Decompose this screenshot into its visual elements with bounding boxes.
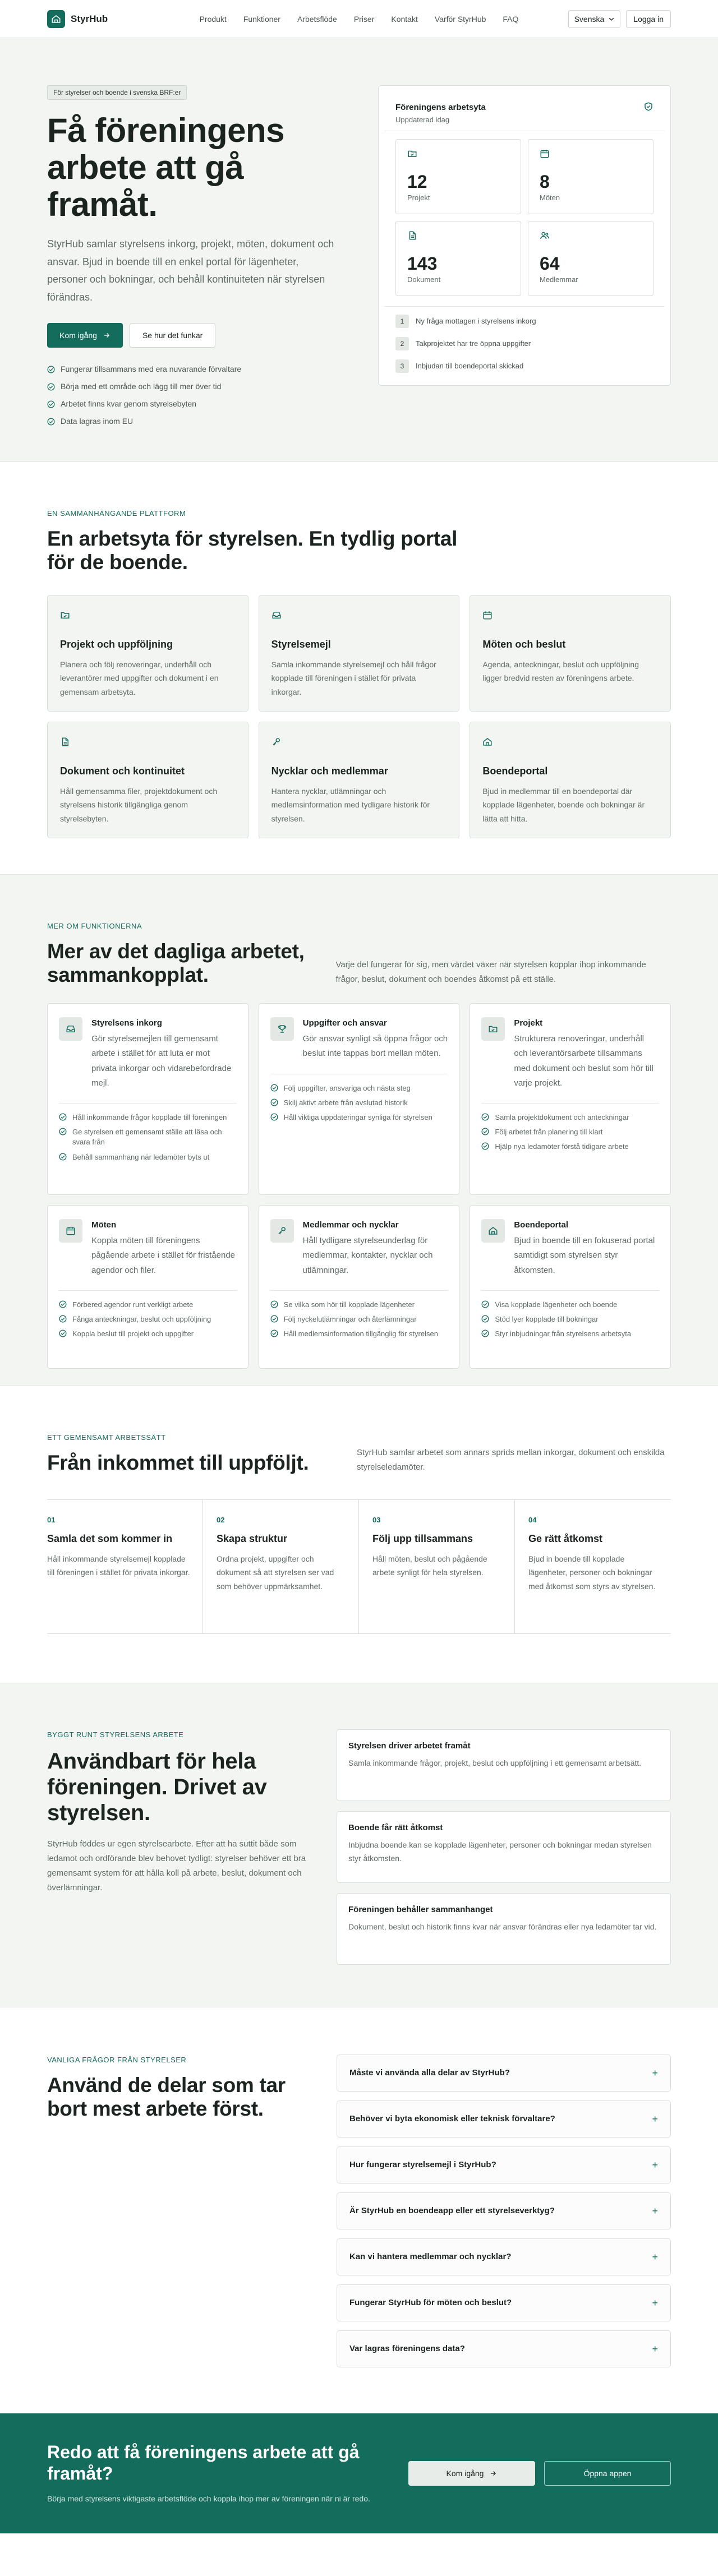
- list-text: Styr inbjudningar från styrelsens arbetsyta: [495, 1329, 632, 1338]
- list-text: Behåll sammanhang när ledamöter byts ut: [72, 1152, 210, 1161]
- card-title: Föreningen behåller sammanhanget: [348, 1905, 493, 1914]
- shield-check-icon: [643, 101, 653, 112]
- check-circle-icon: [481, 1300, 489, 1310]
- check-circle-icon: [59, 1152, 67, 1162]
- chevron-down-icon: [609, 16, 614, 22]
- home-icon: [47, 10, 65, 28]
- stat-card-members[interactable]: [528, 221, 653, 296]
- nav-link-funktioner[interactable]: Funktioner: [243, 14, 280, 24]
- value-card: [337, 1811, 671, 1883]
- check-circle-icon: [59, 1127, 67, 1147]
- hero-title: Få föreningens arbete att gå framåt.: [47, 112, 285, 223]
- key-icon: [270, 1219, 294, 1243]
- process-step: [515, 1500, 671, 1633]
- nav-link-arbetsflode[interactable]: Arbetsflöde: [297, 14, 337, 24]
- card-desc: Agenda, anteckningar, beslut och uppföljning ligger bredvid resten av föreningens arbete.: [482, 659, 639, 683]
- check-circle-icon: [481, 1314, 489, 1324]
- card-desc: Samla inkommande styrelsemejl och håll frågor kopplade till föreningen i stället för privata inkorgar.: [271, 659, 436, 696]
- card-title: Uppgifter och ansvar: [302, 1018, 387, 1028]
- card-title: Nycklar och medlemmar: [271, 765, 388, 777]
- list-text: Stöd lyer kopplade till bokningar: [495, 1315, 599, 1324]
- list-item[interactable]: [395, 315, 653, 328]
- feature-card: [470, 1003, 671, 1195]
- check-circle-icon: [270, 1314, 278, 1324]
- card-title: Möten och beslut: [482, 638, 566, 650]
- check-circle-icon: [270, 1300, 278, 1310]
- check-circle-icon: [270, 1329, 278, 1339]
- platform-section: [0, 462, 718, 875]
- list-item: [47, 363, 339, 375]
- open-app-button[interactable]: Öppna appen: [544, 2461, 671, 2486]
- step-title: Samla det som kommer in: [47, 1532, 173, 1544]
- check-circle-icon: [270, 1112, 278, 1123]
- card-title: Projekt: [514, 1018, 543, 1028]
- activity-list: [384, 307, 665, 381]
- faq-item[interactable]: [337, 2238, 671, 2275]
- activity-text: Inbjudan till boendeportal skickad: [416, 362, 524, 371]
- platform-card: [470, 722, 671, 838]
- check-circle-icon: [59, 1112, 67, 1123]
- number-badge: 1: [395, 315, 409, 328]
- list-item: [47, 381, 339, 393]
- list-text: Håll inkommande frågor kopplade till föreningen: [72, 1113, 227, 1122]
- step-number: 01: [47, 1516, 56, 1525]
- list-text: Koppla beslut till projekt och uppgifter: [72, 1329, 194, 1338]
- list-text: Håll viktiga uppdateringar synliga för styrelsen: [283, 1112, 432, 1121]
- section-title: Användbart för hela föreningen. Drivet av styrelsen.: [47, 1748, 267, 1825]
- faq-question: Måste vi använda alla delar av StyrHub?: [349, 2067, 510, 2078]
- plus-icon: +: [652, 2343, 658, 2355]
- list-item: [59, 1127, 237, 1147]
- inbox-icon: [59, 1017, 82, 1041]
- list-item: [59, 1112, 237, 1123]
- section-eyebrow: EN SAMMANHÄNGANDE PLATTFORM: [47, 509, 186, 518]
- list-item: [47, 398, 339, 410]
- list-item: [59, 1300, 237, 1310]
- check-circle-icon: [481, 1127, 489, 1137]
- document-icon: [407, 230, 509, 241]
- step-title: Ge rätt åtkomst: [528, 1532, 603, 1544]
- list-item: [481, 1329, 659, 1339]
- list-item: [481, 1112, 659, 1123]
- list-item[interactable]: [395, 359, 653, 373]
- key-icon: [271, 737, 447, 747]
- document-icon: [60, 737, 236, 747]
- faq-item[interactable]: [337, 2284, 671, 2321]
- section-lead: StyrHub samlar arbetet som annars sprids mellan inkorgar, dokument och enskilda styrelseledamöter.: [357, 1447, 665, 1472]
- section-eyebrow: BYGGT RUNT STYRELSENS ARBETE: [47, 1730, 184, 1739]
- stat-label: Medlemmar: [540, 275, 578, 284]
- card-desc: Gör styrelsemejlen till gemensamt arbete i stället för att luta er mot privata inkorgar och vidarebefordrade mejl.: [91, 1034, 232, 1088]
- check-circle-icon: [481, 1142, 489, 1152]
- folder-icon: [481, 1017, 505, 1041]
- faq-question: Är StyrHub en boendeapp eller ett styrelseverktyg?: [349, 2205, 555, 2215]
- check-circle-icon: [59, 1300, 67, 1310]
- panel-title: Föreningens arbetsyta: [395, 103, 486, 112]
- list-text: Följ uppgifter, ansvariga och nästa steg: [283, 1083, 411, 1092]
- language-value: Svenska: [574, 14, 605, 24]
- stat-card-meetings[interactable]: [528, 139, 653, 214]
- check-text: Fungerar tillsammans med era nuvarande förvaltare: [61, 364, 242, 373]
- stat-label: Projekt: [407, 193, 430, 202]
- cta-primary-label: Kom igång: [446, 2468, 484, 2478]
- inbox-icon: [271, 610, 447, 620]
- check-text: Börja med ett område och lägg till mer över tid: [61, 382, 222, 391]
- stat-label: Möten: [540, 193, 560, 202]
- faq-question: Fungerar StyrHub för möten och beslut?: [349, 2297, 512, 2307]
- hero-pill: För styrelser och boende i svenska BRF:er: [47, 85, 187, 100]
- faq-item[interactable]: [337, 2055, 671, 2092]
- check-text: Data lagras inom EU: [61, 417, 134, 426]
- login-button[interactable]: Logga in: [626, 10, 671, 28]
- stat-value: 12: [407, 172, 427, 192]
- card-title: Boendeportal: [482, 765, 548, 777]
- card-desc: Hantera nycklar, utlämningar och medlemsinformation med tydligare historik för styrelsen.: [271, 786, 430, 823]
- process-step: [203, 1500, 359, 1633]
- faq-question: Behöver vi byta ekonomisk eller teknisk förvaltare?: [349, 2113, 555, 2123]
- nav-links: [176, 13, 542, 25]
- list-item: [270, 1329, 448, 1339]
- feature-card: [47, 1205, 248, 1369]
- step-number: 02: [217, 1516, 225, 1525]
- list-item: [481, 1142, 659, 1152]
- card-desc: Håll tydligare styrelseunderlag för medlemmar, kontakter, nycklar och utlämningar.: [302, 1236, 433, 1275]
- plus-icon: +: [652, 2113, 658, 2125]
- number-badge: 3: [395, 359, 409, 373]
- number-badge: 2: [395, 337, 409, 350]
- card-title: Möten: [91, 1220, 117, 1230]
- list-text: Visa kopplade lägenheter och boende: [495, 1300, 618, 1309]
- platform-card: [470, 595, 671, 712]
- card-desc: Planera och följ renoveringar, underhåll och leverantörer med uppgifter och dokument i en gemensam arbetsyta.: [60, 659, 219, 696]
- arrow-right-icon: [103, 331, 111, 339]
- card-title: Boendeportal: [514, 1220, 569, 1230]
- check-circle-icon: [270, 1098, 278, 1108]
- list-text: Förbered agendor runt verkligt arbete: [72, 1300, 194, 1309]
- list-item: [47, 416, 339, 427]
- list-item: [481, 1314, 659, 1324]
- workspace-panel: [378, 85, 671, 386]
- step-number: 04: [528, 1516, 537, 1525]
- nav-link-faq[interactable]: FAQ: [503, 14, 519, 24]
- card-desc: Håll gemensamma filer, projektdokument och styrelsens historik tillgängliga genom styrelsebyten.: [60, 786, 218, 823]
- check-circle-icon: [47, 383, 55, 391]
- home-icon: [481, 1219, 505, 1243]
- card-desc: Gör ansvar synligt så öppna frågor och beslut inte tappas bort mellan möten.: [302, 1034, 448, 1059]
- cta-desc: Börja med styrelsens viktigaste arbetsflöde och koppla ihop mer av föreningen när ni är redo.: [47, 2494, 370, 2503]
- users-icon: [540, 230, 642, 241]
- nav-link-priser[interactable]: Priser: [353, 14, 375, 24]
- check-circle-icon: [47, 366, 55, 373]
- card-title: Medlemmar och nycklar: [302, 1220, 399, 1230]
- faq-question: Var lagras föreningens data?: [349, 2343, 465, 2353]
- see-how-button[interactable]: Se hur det funkar: [130, 323, 215, 348]
- platform-card: [47, 595, 248, 712]
- platform-card: [259, 722, 460, 838]
- section-title: Mer av det dagliga arbetet, sammankopplat.: [47, 939, 305, 987]
- list-text: Se vilka som hör till kopplade lägenheter: [283, 1300, 415, 1309]
- card-desc: Bjud in medlemmar till en boendeportal där kopplade lägenheter, boende och bokningar är lätta att hitta.: [482, 786, 645, 823]
- feature-card: [47, 1003, 248, 1195]
- list-item: [481, 1300, 659, 1310]
- faq-section: [0, 2007, 718, 2413]
- faq-item[interactable]: [337, 2146, 671, 2183]
- language-select[interactable]: [568, 10, 621, 28]
- list-text: Håll medlemsinformation tillgänglig för styrelsen: [283, 1329, 438, 1338]
- cta-title: Redo att få föreningens arbete att gå framåt?: [47, 2442, 360, 2484]
- process-step: [359, 1500, 515, 1633]
- card-desc: Inbjudna boende kan se kopplade lägenheter, personer och bokningar medan styrelsen styr åtkomsten.: [348, 1840, 652, 1863]
- section-eyebrow: ETT GEMENSAMT ARBETSSÄTT: [47, 1433, 166, 1442]
- list-item: [270, 1314, 448, 1324]
- step-desc: Ordna projekt, uppgifter och dokument så att styrelsen ser vad som behöver uppmärksamhet.: [217, 1554, 334, 1591]
- card-title: Dokument och kontinuitet: [60, 765, 185, 777]
- activity-text: Ny fråga mottagen i styrelsens inkorg: [416, 317, 536, 326]
- list-item: [270, 1112, 448, 1123]
- list-text: Skilj aktivt arbete från avslutad historik: [283, 1098, 408, 1107]
- list-item: [270, 1300, 448, 1310]
- check-circle-icon: [270, 1083, 278, 1093]
- list-item: [59, 1329, 237, 1339]
- activity-text: Takprojektet har tre öppna uppgifter: [416, 339, 531, 348]
- card-title: Projekt och uppföljning: [60, 638, 173, 650]
- check-text: Arbetet finns kvar genom styrelsebyten: [61, 399, 197, 408]
- check-circle-icon: [59, 1329, 67, 1339]
- trophy-icon: [270, 1017, 294, 1041]
- calendar-icon: [59, 1219, 82, 1243]
- list-text: Ge styrelsen ett gemensamt ställe att läsa och svara från: [72, 1128, 222, 1147]
- process-step: [47, 1500, 203, 1633]
- get-started-label: Kom igång: [59, 330, 97, 340]
- cta-section: [0, 2413, 718, 2533]
- value-card: [337, 1729, 671, 1801]
- plus-icon: +: [652, 2297, 658, 2309]
- nav-link-produkt[interactable]: Produkt: [199, 14, 227, 24]
- card-desc: Dokument, beslut och historik finns kvar när ansvar förändras eller nya ledamöter tar vid.: [348, 1922, 657, 1931]
- feature-card: [470, 1205, 671, 1369]
- home-icon: [482, 737, 658, 747]
- list-text: Samla projektdokument och anteckningar: [495, 1113, 629, 1122]
- stat-label: Dokument: [407, 275, 441, 284]
- stat-card-projects[interactable]: [395, 139, 521, 214]
- list-text: Följ arbetet från planering till klart: [495, 1128, 603, 1137]
- list-text: Hjälp nya ledamöter förstå tidigare arbete: [495, 1142, 629, 1151]
- cta-get-started-button[interactable]: [408, 2461, 535, 2486]
- plus-icon: +: [652, 2251, 658, 2263]
- list-item: [270, 1098, 448, 1108]
- card-title: Styrelsens inkorg: [91, 1018, 162, 1028]
- section-title: Från inkommet till uppföljt.: [47, 1451, 309, 1474]
- plus-icon: +: [652, 2067, 658, 2079]
- stat-value: 8: [540, 172, 550, 192]
- nav-link-varfor[interactable]: Varför StyrHub: [434, 14, 486, 24]
- top-nav: [0, 0, 718, 38]
- folder-icon: [407, 149, 509, 159]
- brand-logo[interactable]: [47, 10, 176, 28]
- folder-icon: [60, 610, 236, 620]
- card-desc: Bjud in boende till en fokuserad portal samtidigt som styrelsen styr åtkomsten.: [514, 1236, 655, 1275]
- section-eyebrow: MER OM FUNKTIONERNA: [47, 922, 142, 930]
- step-desc: Bjud in boende till kopplade lägenheter, personer och bokningar med åtkomst som styrs av styrelsen.: [528, 1554, 656, 1591]
- features-section: [0, 875, 718, 1386]
- list-text: Följ nyckelutlämningar och återlämningar: [283, 1315, 417, 1324]
- step-number: 03: [372, 1516, 381, 1525]
- nav-link-kontakt[interactable]: Kontakt: [391, 14, 418, 24]
- faq-question: Hur fungerar styrelsemejl i StyrHub?: [349, 2159, 496, 2169]
- check-circle-icon: [481, 1112, 489, 1123]
- check-circle-icon: [47, 400, 55, 408]
- step-desc: Håll möten, beslut och pågående arbete synligt för hela styrelsen.: [372, 1554, 487, 1577]
- step-title: Följ upp tillsammans: [372, 1532, 473, 1544]
- card-title: Boende får rätt åtkomst: [348, 1823, 443, 1832]
- check-circle-icon: [59, 1314, 67, 1324]
- hero-checklist: [47, 363, 339, 427]
- process-section: [0, 1386, 718, 1683]
- list-text: Fånga anteckningar, beslut och uppföljning: [72, 1315, 211, 1324]
- arrow-right-icon: [489, 2469, 497, 2477]
- plus-icon: +: [652, 2159, 658, 2171]
- plus-icon: +: [652, 2205, 658, 2217]
- step-desc: Håll inkommande styrelsemejl kopplade till föreningen i stället för privata inkorgar.: [47, 1554, 190, 1577]
- check-circle-icon: [481, 1329, 489, 1339]
- card-desc: Koppla möten till föreningens pågående arbete i stället för fristående agendor och filer.: [91, 1236, 236, 1275]
- stat-value: 143: [407, 253, 438, 274]
- feature-card: [259, 1205, 460, 1369]
- faq-item[interactable]: [337, 2192, 671, 2229]
- card-desc: Strukturera renoveringar, underhåll och leverantörsarbete tillsammans med dokument och beslut som hör till varje projekt.: [514, 1034, 653, 1088]
- stat-value: 64: [540, 253, 560, 274]
- section-eyebrow: VANLIGA FRÅGOR FRÅN STYRELSER: [47, 2056, 187, 2064]
- value-card: [337, 1893, 671, 1965]
- hero-lead: StyrHub samlar styrelsens inkorg, projekt, möten, dokument och ansvar. Bjud in boende till en enkel portal för lägenheter, personer och bokningar, och behåll kontinuiteten när styrelsen förändras.: [47, 238, 334, 303]
- faq-question: Kan vi hantera medlemmar och nycklar?: [349, 2251, 512, 2261]
- section-lead: Varje del fungerar för sig, men värdet växer när styrelsen kopplar ihop inkommande frågor, beslut, dokument och boendes åtkomst på ett ställe.: [335, 960, 646, 985]
- faq-item[interactable]: [337, 2330, 671, 2367]
- hero-section: [0, 38, 718, 462]
- list-item: [59, 1314, 237, 1324]
- check-circle-icon: [47, 418, 55, 426]
- list-item: [59, 1152, 237, 1162]
- feature-card: [259, 1003, 460, 1195]
- list-item: [270, 1083, 448, 1093]
- section-lead: StyrHub föddes ur egen styrelsearbete. Efter att ha suttit både som ledamot och ordförande blev behovet tydligt: styrelser behöver ett bra gemensamt system för att hålla koll på arbete, beslut, dokument och överlämningar.: [47, 1839, 306, 1893]
- get-started-button[interactable]: [47, 323, 123, 348]
- built-section: [0, 1683, 718, 2007]
- faq-item[interactable]: [337, 2100, 671, 2138]
- card-title: Styrelsemejl: [271, 638, 331, 650]
- platform-card: [47, 722, 248, 838]
- platform-card: [259, 595, 460, 712]
- section-title: Använd de delar som tar bort mest arbete först.: [47, 2073, 286, 2121]
- section-title: En arbetsyta för styrelsen. En tydlig portal för de boende.: [47, 527, 458, 574]
- step-title: Skapa struktur: [217, 1532, 288, 1544]
- list-item: [481, 1127, 659, 1137]
- panel-subtitle: Uppdaterad idag: [395, 115, 450, 124]
- list-item[interactable]: [395, 337, 653, 350]
- card-title: Styrelsen driver arbetet framåt: [348, 1741, 471, 1751]
- card-desc: Samla inkommande frågor, projekt, beslut och uppföljning i ett gemensamt arbetsätt.: [348, 1758, 642, 1767]
- stat-card-documents[interactable]: [395, 221, 521, 296]
- brand-name: StyrHub: [71, 13, 108, 25]
- calendar-icon: [540, 149, 642, 159]
- calendar-icon: [482, 610, 658, 620]
